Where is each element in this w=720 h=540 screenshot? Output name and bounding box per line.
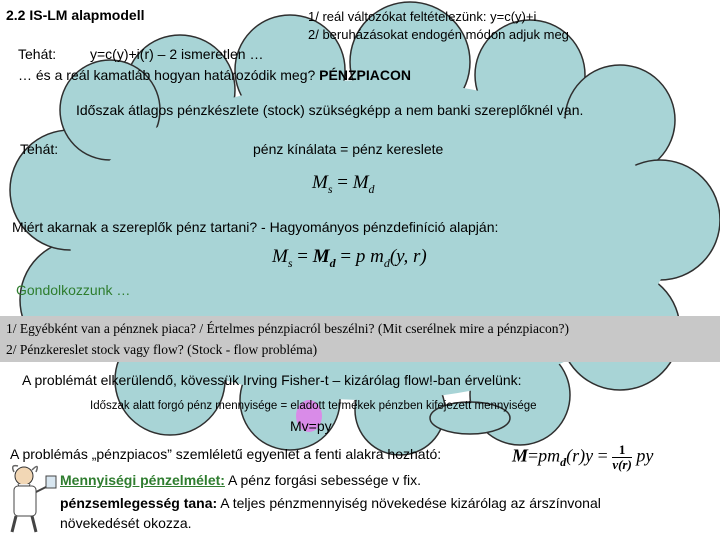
think-label: Gondolkozzunk … [16, 282, 131, 298]
velocity-m: m [547, 445, 561, 466]
velocity-equals-2: = [597, 445, 608, 466]
theory-label: Mennyiségi pénzelmélet: [60, 472, 225, 488]
intro-label: Tehát: [18, 46, 57, 62]
fraction-numerator: 1 [612, 443, 632, 458]
question-1: 1/ Egyébként van a pénznek piaca? / Értelmes pénzpiacról beszélni? (Mit cserélnek mire a pénzpiacon?) [6, 321, 569, 336]
page-title: 2.2 IS-LM alapmodell [6, 7, 145, 23]
formula-md-sub: d [368, 181, 375, 196]
formula-md: M [352, 172, 369, 193]
stock-sentence: Időszak átlagos pénzkészlete (stock) szükségképp a nem banki szereplőknél van. [76, 102, 584, 118]
formula2-equals: = [297, 246, 308, 267]
thesis-label: pénzsemlegesség tana: [60, 495, 218, 511]
theory-text: A pénz forgási sebessége v fix. [224, 472, 422, 488]
formula2-ms: M [272, 246, 288, 267]
velocity-r: (r) [566, 445, 586, 466]
formula2-md: M [312, 246, 330, 267]
formula-ms-sub: s [327, 181, 333, 196]
intro-question-bold: PÉNZPIACON [319, 67, 411, 83]
question-2: 2/ Pénzkereslet stock vagy flow? (Stock - flow probléma) [6, 342, 318, 357]
fraction-denominator: v(r) [612, 457, 632, 472]
thesis-line [60, 495, 601, 511]
velocity-lhs: M [512, 445, 529, 466]
formula2-m: m [370, 246, 384, 267]
flow-sentence: Időszak alatt forgó pénz mennyisége = eladott termékek pénzben kifejezett mennyisége [90, 400, 537, 412]
professor-illustration-icon [2, 462, 58, 538]
note-line-1: 1/ reál változókat feltételezünk: y=c(y)+i [308, 9, 537, 24]
intro-equation: y=c(y)+i(r) – 2 ismeretlen … [90, 46, 264, 62]
formula-velocity [512, 443, 653, 472]
formula-supply-demand [312, 172, 375, 197]
transform-sentence: A problémás „pénzpiacos” szemléletű egyenlet a fenti alakra hozható: [10, 446, 442, 462]
velocity-m-sub: d [560, 455, 567, 470]
fisher-sentence: A problémát elkerülendő, kövessük Irving Fisher-t – kizárólag flow!-ban érvelünk: [22, 372, 522, 388]
intro-question [18, 67, 411, 83]
note-line-2: 2/ beruházásokat endogén módon adjuk meg [308, 27, 569, 42]
formula2-equals-2: = [340, 246, 352, 267]
formula-equals: = [337, 172, 348, 193]
thesis-continuation: növekedését okozza. [60, 515, 192, 531]
intro-question-text: … és a reál kamatláb hogyan határozódik meg? [18, 67, 316, 83]
velocity-fraction [612, 443, 632, 472]
theory-line [60, 472, 421, 488]
mvpy-equation: Mv=py [290, 418, 332, 434]
supply-demand-label: Tehát: [20, 141, 59, 157]
velocity-y: y [585, 445, 594, 466]
formula2-p: p [355, 246, 366, 267]
velocity-equals: = [528, 445, 539, 466]
supply-demand-text: pénz kínálata = pénz kereslete [253, 141, 444, 157]
why-sentence: Miért akarnak a szereplők pénz tartani? - Hagyományos pénzdefiníció alapján: [12, 219, 499, 235]
formula-ms: M [312, 172, 328, 193]
formula2-args: (y, r) [389, 246, 427, 267]
thesis-text: A teljes pénzmennyiség növekedése kizárólag az árszínvonal [217, 495, 601, 511]
formula2-md-sub: d [329, 255, 336, 270]
formula-money-demand [272, 246, 427, 271]
formula2-ms-sub: s [287, 255, 293, 270]
velocity-p: p [538, 445, 548, 466]
velocity-py: py [636, 445, 654, 466]
formula2-m-sub: d [383, 255, 390, 270]
